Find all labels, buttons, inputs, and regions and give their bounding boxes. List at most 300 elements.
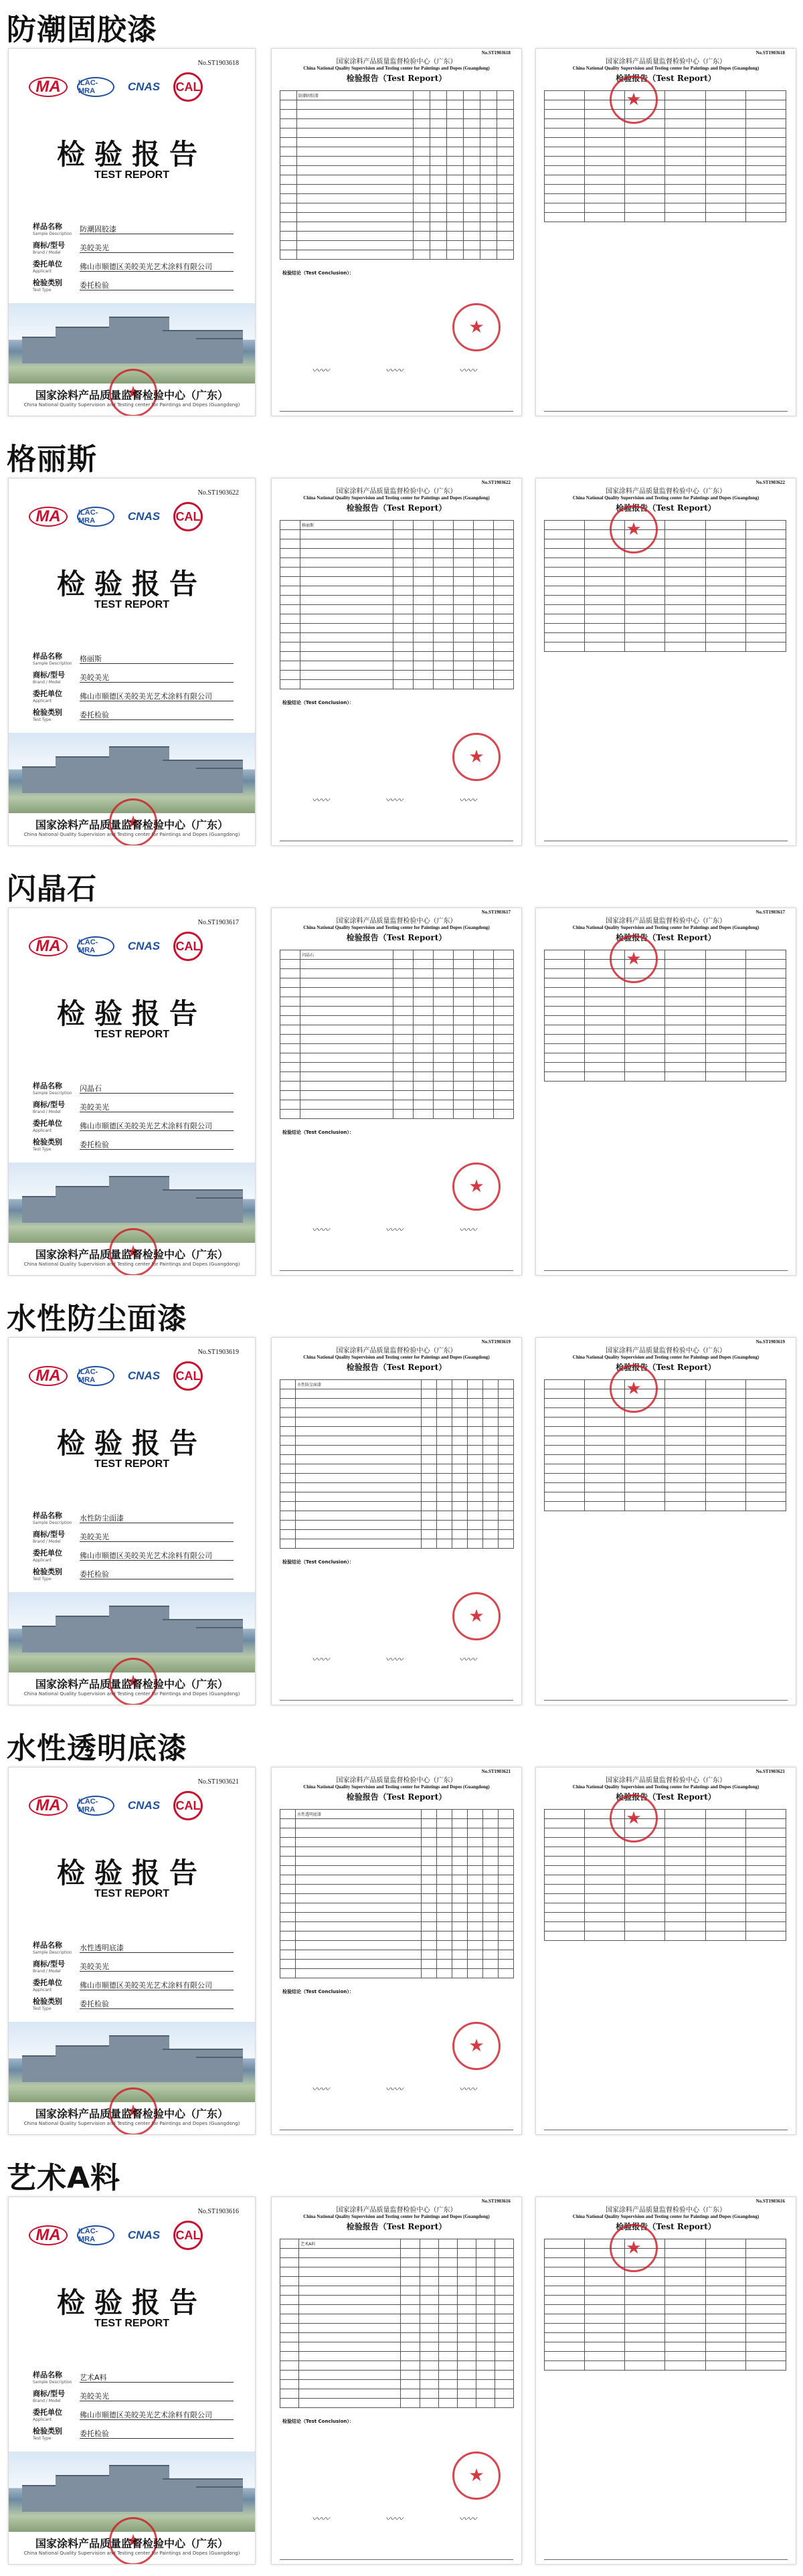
table-cell	[453, 1082, 473, 1091]
table-cell	[585, 138, 625, 147]
table-cell	[480, 213, 497, 222]
official-seal	[452, 303, 501, 351]
report-page-3[interactable]	[535, 478, 796, 846]
cover-field-value: 佛山市顺德区美皎美光艺术涂料有限公司	[80, 1550, 234, 1561]
table-cell	[437, 1894, 452, 1903]
table-cell	[745, 138, 786, 147]
table-cell	[280, 2352, 299, 2361]
table-cell	[438, 2239, 457, 2249]
table-cell	[625, 1016, 665, 1025]
table-cell	[745, 596, 786, 605]
report-number-value: ST1903616	[762, 2199, 785, 2204]
cover-title: 检验报告	[56, 1427, 207, 1460]
table-cell	[437, 1866, 452, 1875]
field-label-en: Brand / Model	[33, 680, 61, 685]
table-cell	[665, 1016, 705, 1025]
table-cell	[464, 194, 480, 203]
table-cell	[497, 147, 514, 157]
report-page-2[interactable]	[271, 1337, 522, 1705]
table-cell	[296, 119, 414, 128]
table-cell	[665, 1025, 705, 1035]
field-label-en: Sample Description	[33, 1091, 72, 1096]
table-row	[545, 1380, 786, 1389]
table-cell	[545, 91, 585, 100]
table-cell	[665, 175, 705, 185]
table-cell	[280, 586, 300, 596]
table-row	[280, 530, 514, 539]
table-cell	[300, 652, 393, 661]
cover-field-row	[33, 1527, 234, 1546]
table-row	[280, 1044, 514, 1053]
table-row	[280, 128, 514, 138]
table-cell	[453, 969, 473, 978]
table-row	[280, 633, 514, 642]
table-cell	[483, 1950, 499, 1960]
table-cell	[499, 1399, 514, 1408]
cover-field-value: 佛山市顺德区美皎美光艺术涂料有限公司	[80, 1980, 234, 1990]
table-cell	[483, 1399, 499, 1408]
table-cell	[665, 1492, 705, 1502]
table-cell	[393, 1044, 413, 1053]
page-footer	[280, 1270, 513, 1272]
cover-page[interactable]	[8, 48, 256, 416]
table-cell	[468, 1941, 483, 1950]
cover-field-label	[33, 1566, 80, 1581]
section-title: 艺术A料	[7, 2161, 121, 2195]
table-cell	[413, 1035, 433, 1044]
table-cell	[545, 1502, 585, 1511]
table-row	[280, 1960, 514, 1969]
table-row	[280, 549, 514, 558]
certification-logos	[29, 932, 203, 961]
table-row	[280, 166, 514, 175]
table-cell	[452, 1931, 468, 1941]
section-title: 防潮固胶漆	[7, 13, 157, 47]
table-cell	[705, 605, 745, 614]
page-header	[536, 485, 796, 513]
table-cell	[468, 1894, 483, 1903]
page-report-title: 检验报告（Test Report）	[616, 1363, 716, 1372]
table-row	[545, 175, 786, 185]
field-label-en: Sample Description	[33, 1521, 72, 1525]
cover-page[interactable]	[8, 908, 256, 1276]
table-row	[545, 1399, 786, 1408]
table-cell	[665, 1903, 705, 1913]
table-cell	[300, 978, 393, 988]
table-cell	[280, 250, 297, 260]
table-cell	[473, 978, 493, 988]
table-row	[280, 1913, 514, 1922]
table-cell	[499, 1950, 514, 1960]
table-cell	[473, 1091, 493, 1100]
table-cell	[430, 232, 447, 241]
table-cell	[420, 2389, 438, 2399]
table-row	[545, 1063, 786, 1072]
table-cell	[393, 1016, 413, 1025]
table-cell	[295, 1875, 421, 1885]
table-cell	[585, 2296, 625, 2305]
table-cell	[625, 568, 665, 577]
table-row	[280, 1866, 514, 1875]
table-cell	[414, 100, 430, 110]
table-cell	[295, 1838, 421, 1847]
cover-field-value: 艺术A料	[80, 2372, 234, 2383]
table-cell	[499, 1903, 514, 1913]
report-page-2[interactable]	[271, 2197, 522, 2565]
table-row	[280, 2389, 514, 2399]
table-cell	[476, 2258, 495, 2267]
table-cell	[545, 2249, 585, 2258]
table-cell	[280, 1100, 300, 1110]
field-label-zh: 检验类别	[33, 278, 62, 287]
table-cell	[299, 2277, 401, 2286]
table-cell	[545, 549, 585, 558]
table-cell	[705, 1885, 745, 1894]
table-cell	[499, 1866, 514, 1875]
table-cell	[745, 1903, 786, 1913]
table-cell	[480, 157, 497, 166]
table-row	[280, 539, 514, 549]
table-cell	[665, 1455, 705, 1464]
table-cell	[745, 1035, 786, 1044]
table-row	[545, 1810, 786, 1819]
table-cell	[625, 1913, 665, 1922]
cover-field-row	[33, 1565, 234, 1583]
table-cell	[422, 1511, 437, 1521]
cover-field-value: 委托检验	[80, 280, 234, 290]
table-cell	[422, 1427, 437, 1436]
cover-field-row	[33, 276, 234, 294]
table-row	[280, 213, 514, 222]
cnas-logo: CNAS	[127, 1369, 161, 1382]
table-row	[280, 2333, 514, 2342]
table-cell	[433, 1110, 453, 1119]
cover-page[interactable]	[8, 2197, 256, 2565]
table-cell	[393, 596, 413, 605]
table-cell	[625, 1885, 665, 1894]
table-cell	[430, 147, 447, 157]
table-cell	[280, 1408, 296, 1418]
cover-field-row	[33, 1957, 234, 1976]
table-cell	[300, 605, 393, 614]
cover-footer-english: China National Quality Supervision and Testing center for Paintings and Dopes (Guangdong)	[23, 2121, 240, 2126]
table-cell	[480, 185, 497, 194]
table-cell	[414, 128, 430, 138]
table-cell	[280, 2324, 299, 2333]
table-cell	[295, 1492, 421, 1502]
table-cell	[499, 1857, 514, 1866]
table-cell	[625, 2342, 665, 2352]
table-row	[545, 1072, 786, 1082]
page-footer	[280, 2559, 513, 2561]
table-cell	[453, 1016, 473, 1025]
report-page-2[interactable]	[271, 478, 522, 846]
table-cell	[545, 2361, 585, 2371]
table-cell	[499, 1539, 514, 1549]
table-cell	[665, 213, 705, 222]
table-cell	[745, 1894, 786, 1903]
table-cell	[545, 2342, 585, 2352]
table-cell	[280, 1857, 296, 1866]
table-cell	[499, 1913, 514, 1922]
table-cell	[413, 1053, 433, 1063]
table-cell	[625, 2305, 665, 2314]
table-cell	[420, 2371, 438, 2380]
table-cell	[665, 1418, 705, 1427]
table-cell	[296, 213, 414, 222]
table-cell	[745, 2324, 786, 2333]
table-cell	[296, 203, 414, 213]
table-cell	[300, 577, 393, 586]
certification-logos	[29, 502, 203, 531]
table-cell	[420, 2286, 438, 2296]
report-page-3[interactable]	[535, 908, 796, 1276]
table-cell	[464, 128, 480, 138]
signature-reviewer: 〰〰	[385, 2085, 404, 2095]
page-header-en: China National Quality Supervision and Testing center for Paintings and Dopes (Guangdong)	[572, 1355, 760, 1360]
report-section	[0, 2148, 803, 2568]
table-cell	[413, 1082, 433, 1091]
cnas-logo: CNAS	[127, 1799, 161, 1812]
cover-field-value: 委托检验	[80, 709, 234, 720]
cover-field-label	[33, 258, 80, 274]
table-cell	[280, 605, 300, 614]
ilac-logo: ILAC-MRA	[77, 2225, 114, 2245]
table-row	[545, 950, 786, 960]
table-row	[545, 1389, 786, 1399]
table-cell	[625, 1483, 665, 1492]
table-cell	[625, 2361, 665, 2371]
table-cell	[437, 1950, 452, 1960]
table-cell	[464, 241, 480, 250]
table-cell	[545, 1455, 585, 1464]
table-cell	[433, 652, 453, 661]
table-cell	[545, 2305, 585, 2314]
table-cell	[433, 960, 453, 969]
table-cell	[453, 577, 473, 586]
table-cell	[585, 624, 625, 633]
table-cell	[545, 194, 585, 203]
table-row	[280, 950, 514, 960]
table-cell	[585, 2314, 625, 2324]
table-cell	[585, 988, 625, 997]
table-cell	[280, 100, 297, 110]
table-cell: 艺术A料	[299, 2239, 401, 2249]
table-cell	[625, 642, 665, 652]
signature-approver: 〰〰	[312, 1225, 330, 1235]
table-cell	[280, 1950, 296, 1960]
table-cell	[433, 1100, 453, 1110]
table-cell	[476, 2277, 495, 2286]
cover-page[interactable]	[8, 1767, 256, 2135]
table-cell	[705, 100, 745, 110]
table-cell	[300, 1016, 393, 1025]
table-cell	[545, 988, 585, 997]
table-cell	[745, 1847, 786, 1857]
table-cell	[296, 232, 414, 241]
section-title: 格丽斯	[7, 442, 97, 477]
table-cell	[705, 1063, 745, 1072]
table-cell	[468, 1418, 483, 1427]
table-row	[545, 549, 786, 558]
table-cell	[299, 2305, 401, 2314]
table-cell	[497, 194, 514, 203]
cover-page[interactable]	[8, 478, 256, 846]
table-cell	[483, 1492, 499, 1502]
table-row	[280, 2258, 514, 2267]
report-section	[0, 1289, 803, 1709]
signature-tester: 〰〰	[459, 2514, 477, 2524]
table-cell	[705, 1072, 745, 1082]
table-cell	[437, 1418, 452, 1427]
table-cell	[545, 2277, 585, 2286]
table-row	[545, 1464, 786, 1474]
table-cell	[457, 2286, 476, 2296]
table-row	[280, 1418, 514, 1427]
table-row	[280, 232, 514, 241]
table-row	[280, 586, 514, 596]
table-cell	[745, 568, 786, 577]
table-cell	[447, 213, 464, 222]
table-row	[545, 1828, 786, 1838]
report-page-2[interactable]	[271, 1767, 522, 2135]
table-cell	[438, 2296, 457, 2305]
table-cell	[745, 2277, 786, 2286]
table-cell	[545, 1035, 585, 1044]
table-cell	[745, 624, 786, 633]
table-cell	[585, 1063, 625, 1072]
page-report-number	[756, 1769, 785, 1774]
cover-page[interactable]	[8, 1337, 256, 1705]
table-cell	[414, 232, 430, 241]
table-cell	[585, 1436, 625, 1446]
table-cell	[705, 969, 745, 978]
report-page-3[interactable]	[535, 1767, 796, 2135]
page-header	[536, 56, 796, 84]
report-page-2[interactable]	[271, 908, 522, 1276]
report-page-3[interactable]	[535, 2197, 796, 2565]
table-cell	[437, 1399, 452, 1408]
table-cell	[299, 2389, 401, 2399]
table-cell	[393, 1100, 413, 1110]
table-cell	[401, 2239, 420, 2249]
table-cell	[665, 157, 705, 166]
table-cell	[422, 1389, 437, 1399]
report-number	[198, 1349, 239, 1356]
table-cell: 格丽斯	[300, 521, 393, 530]
table-cell	[665, 1408, 705, 1418]
table-cell	[452, 1464, 468, 1474]
report-number-value: ST1903617	[488, 910, 511, 915]
table-cell	[585, 997, 625, 1007]
cover-field-value: 美皎美光	[80, 2391, 234, 2401]
table-cell	[280, 1960, 296, 1969]
table-cell	[280, 222, 297, 232]
table-row	[280, 2277, 514, 2286]
table-cell	[665, 2324, 705, 2333]
table-row	[545, 577, 786, 586]
table-cell	[705, 1903, 745, 1913]
table-cell	[585, 1455, 625, 1464]
table-cell	[447, 194, 464, 203]
table-cell	[665, 2305, 705, 2314]
table-cell	[420, 2399, 438, 2408]
table-cell	[545, 1007, 585, 1016]
table-cell	[393, 1063, 413, 1072]
table-cell	[468, 1502, 483, 1511]
table-cell	[545, 2352, 585, 2361]
table-cell	[745, 119, 786, 128]
table-row	[280, 969, 514, 978]
table-cell	[483, 1539, 499, 1549]
table-cell	[745, 1885, 786, 1894]
table-cell	[393, 1035, 413, 1044]
table-cell	[545, 1025, 585, 1035]
table-cell	[499, 1931, 514, 1941]
report-number-prefix: No.	[197, 1778, 208, 1786]
table-row	[280, 577, 514, 586]
table-row	[280, 1455, 514, 1464]
table-cell	[280, 558, 300, 568]
field-label-zh: 商标/型号	[33, 1960, 66, 1968]
table-cell	[453, 549, 473, 558]
table-cell	[545, 1418, 585, 1427]
report-page-3[interactable]	[535, 1337, 796, 1705]
cover-field-value: 委托检验	[80, 1569, 234, 1579]
table-cell	[422, 1894, 437, 1903]
field-label-zh: 委托单位	[33, 2408, 62, 2417]
page-header-en: China National Quality Supervision and Testing center for Paintings and Dopes (Guangdong)	[572, 925, 760, 930]
table-cell	[468, 1960, 483, 1969]
report-page-2[interactable]	[271, 48, 522, 416]
table-cell	[453, 586, 473, 596]
table-cell	[453, 530, 473, 539]
report-table	[544, 2239, 786, 2371]
table-row	[545, 147, 786, 157]
table-row	[545, 2305, 786, 2314]
table-cell	[745, 91, 786, 100]
field-label-en: Applicant	[33, 2417, 52, 2422]
table-cell	[625, 175, 665, 185]
table-cell	[473, 633, 493, 642]
table-cell	[414, 110, 430, 119]
table-cell	[625, 166, 665, 175]
table-cell	[483, 1969, 499, 1978]
table-cell	[280, 1875, 296, 1885]
table-cell	[280, 1521, 296, 1530]
table-cell	[499, 1502, 514, 1511]
field-label-zh: 样品名称	[33, 2371, 62, 2379]
page-footer	[544, 1270, 788, 1272]
table-cell	[483, 1838, 499, 1847]
field-label-zh: 委托单位	[33, 689, 62, 698]
table-cell	[296, 166, 414, 175]
table-cell	[420, 2324, 438, 2333]
table-cell	[745, 1399, 786, 1408]
table-row	[545, 978, 786, 988]
table-cell	[585, 1931, 625, 1941]
table-cell	[437, 1455, 452, 1464]
signature-tester: 〰〰	[459, 366, 477, 376]
table-cell	[585, 1408, 625, 1418]
table-cell	[483, 1875, 499, 1885]
table-row	[545, 586, 786, 596]
table-cell	[414, 241, 430, 250]
table-cell	[705, 558, 745, 568]
table-cell	[296, 110, 414, 119]
table-cell	[499, 1828, 514, 1838]
report-page-3[interactable]	[535, 48, 796, 416]
